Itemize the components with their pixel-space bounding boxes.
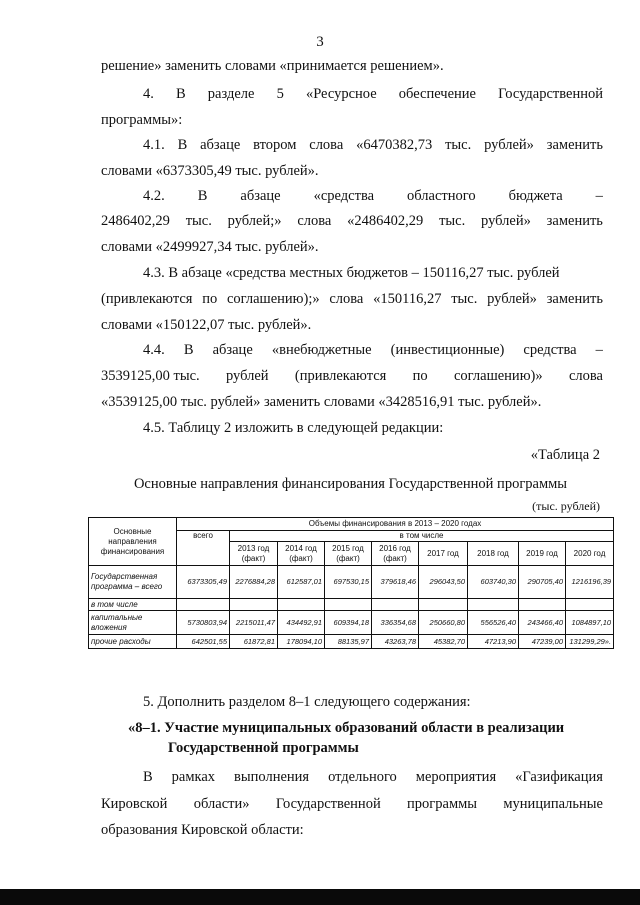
word: бюджета <box>508 188 563 204</box>
para-4-3-line-2 <box>101 290 603 308</box>
word: Государственной <box>498 86 603 102</box>
text-line: 5. Дополнить разделом 8–1 следующего содержания: <box>143 694 471 710</box>
word: выполнения <box>234 769 310 785</box>
section-heading-line-2: Государственной программы <box>168 740 359 756</box>
word: 5 <box>276 86 284 102</box>
para-4-line-1 <box>143 85 603 103</box>
header-year: 2018 год <box>468 542 519 566</box>
word: «6470382,73 <box>356 137 433 153</box>
word: рублей» <box>487 291 537 307</box>
text-line: 4.3. В абзаце «средства местных бюджетов – 150116,27 тыс. рублей <box>143 265 560 281</box>
word: абзаце <box>240 188 281 204</box>
cell-value: 2276884,28 <box>230 566 278 599</box>
last-para-line-2 <box>101 795 603 813</box>
cell-value: 379618,46 <box>372 566 419 599</box>
header-year: 2015 год (факт) <box>325 542 372 566</box>
word: абзаце <box>200 137 241 153</box>
cell-total: 6373305,49 <box>177 566 230 599</box>
word: средства <box>523 342 577 358</box>
header-year: 2013 год (факт) <box>230 542 278 566</box>
word: – <box>595 188 603 204</box>
cell-value: 556526,40 <box>468 611 519 635</box>
cell-value: 1216196,39 <box>566 566 614 599</box>
word: разделе <box>207 86 255 102</box>
word: втором <box>253 137 297 153</box>
word: тыс. <box>185 213 212 229</box>
table-row <box>89 599 614 611</box>
word: слова <box>309 137 344 153</box>
para-4-2-line-1 <box>143 187 603 205</box>
table-units: (тыс. рублей) <box>532 499 600 513</box>
word: слова <box>329 291 364 307</box>
cell-value: 697530,15 <box>325 566 372 599</box>
cell-value: 88135,97 <box>325 635 372 649</box>
cell-value: 609394,18 <box>325 611 372 635</box>
cell-value <box>278 599 325 611</box>
word: слова <box>568 368 603 384</box>
para-4-4-line-2 <box>101 367 603 385</box>
cell-value: 243466,40 <box>519 611 566 635</box>
cell-value: 47239,00 <box>519 635 566 649</box>
word: заменить <box>546 291 603 307</box>
table-row <box>89 635 614 649</box>
text-line: «3539125,00 тыс. рублей» заменить словами «3428516,91 тыс. рублей». <box>101 394 542 410</box>
scan-edge-bar <box>0 889 640 905</box>
cell-value: 131299,29». <box>566 635 614 649</box>
cell-value: 178094,10 <box>278 635 325 649</box>
cell-value <box>372 599 419 611</box>
header-year: 2014 год (факт) <box>278 542 325 566</box>
word: программы <box>407 796 478 812</box>
cell-value: 250660,80 <box>419 611 468 635</box>
word: 4.4. <box>143 342 165 358</box>
word: «Ресурсное <box>305 86 377 102</box>
last-para-line-1 <box>143 768 603 786</box>
word: – <box>595 342 603 358</box>
cell-value: 290705,40 <box>519 566 566 599</box>
word: В <box>177 137 188 153</box>
word: тыс. <box>445 137 472 153</box>
cell-value: 45382,70 <box>419 635 468 649</box>
word: обеспечение <box>398 86 476 102</box>
word: 4. <box>143 86 154 102</box>
section-heading-line-1: «8–1. Участие муниципальных образований области в реализации <box>128 720 565 736</box>
table-row <box>89 611 614 635</box>
cell-value: 336354,68 <box>372 611 419 635</box>
word: «средства <box>313 188 375 204</box>
text-line: словами «2499927,34 тыс. рублей». <box>101 239 319 255</box>
word: В <box>197 188 208 204</box>
word: Кировской <box>101 796 168 812</box>
word: «2486402,29 <box>347 213 424 229</box>
header-year: 2016 год (факт) <box>372 542 419 566</box>
text-line: 4.5. Таблицу 2 изложить в следующей редакции: <box>143 420 444 436</box>
word: В <box>176 86 186 102</box>
word: рублей» <box>484 137 534 153</box>
header-year: 2019 год <box>519 542 566 566</box>
table-number: «Таблица 2 <box>530 447 600 463</box>
header-total: всего <box>177 531 230 566</box>
cell-value <box>468 599 519 611</box>
word: области» <box>193 796 250 812</box>
word: заменить <box>546 213 603 229</box>
word: 4.2. <box>143 188 165 204</box>
word: тыс. <box>451 291 478 307</box>
cell-value: 296043,50 <box>419 566 468 599</box>
cell-value: 2215011,47 <box>230 611 278 635</box>
cell-value: 47213,90 <box>468 635 519 649</box>
cell-value: 61872,81 <box>230 635 278 649</box>
word: 3539125,00 тыс. <box>101 368 200 384</box>
header-year: 2017 год <box>419 542 468 566</box>
word: слова <box>297 213 332 229</box>
word: муниципальные <box>503 796 603 812</box>
word: рублей;» <box>227 213 282 229</box>
para-4-2-line-2 <box>101 212 603 230</box>
text-line: словами «6373305,49 тыс. рублей». <box>101 163 319 179</box>
header-main-directions: Основные направления финансирования <box>89 518 177 566</box>
cell-value: 612587,01 <box>278 566 325 599</box>
word: «внебюджетные <box>271 342 372 358</box>
cell-value <box>519 599 566 611</box>
cell-total: 5730803,94 <box>177 611 230 635</box>
cell-value: 43263,78 <box>372 635 419 649</box>
row-label: Государственная программа – всего <box>89 566 177 599</box>
word: рублей <box>225 368 269 384</box>
text-line: решение» заменить словами «принимается решением». <box>101 58 444 74</box>
para-4-1-line-1 <box>143 136 603 154</box>
page-number: 3 <box>316 34 324 50</box>
row-label: прочие расходы <box>89 635 177 649</box>
word: по <box>202 291 218 307</box>
header-including: в том числе <box>230 531 614 542</box>
word: рублей» <box>481 213 531 229</box>
word: рамках <box>171 769 216 785</box>
text-line: образования Кировской области: <box>101 822 304 838</box>
cell-value <box>566 599 614 611</box>
para-4-4-line-1 <box>143 341 603 359</box>
row-label: капитальные вложения <box>89 611 177 635</box>
word: отдельного <box>328 769 397 785</box>
text-line: словами «150122,07 тыс. рублей». <box>101 317 312 333</box>
word: абзаце <box>212 342 253 358</box>
cell-value <box>419 599 468 611</box>
word: (привлекаются <box>101 291 193 307</box>
cell-value <box>325 599 372 611</box>
cell-value <box>230 599 278 611</box>
word: В <box>143 769 153 785</box>
word: В <box>183 342 194 358</box>
cell-value: 434492,91 <box>278 611 325 635</box>
word: (привлекаются <box>294 368 387 384</box>
table-row <box>89 566 614 599</box>
word: по <box>412 368 428 384</box>
word: 2486402,29 <box>101 213 170 229</box>
word: «150116,27 <box>373 291 442 307</box>
word: (инвестиционные) <box>390 342 505 358</box>
header-volumes: Объемы финансирования в 2013 – 2020 годах <box>177 518 614 531</box>
financing-table <box>88 517 614 649</box>
word: областного <box>407 188 476 204</box>
cell-total: 642501,55 <box>177 635 230 649</box>
cell-total <box>177 599 230 611</box>
word: тыс. <box>439 213 466 229</box>
table-title: Основные направления финансирования Государственной программы <box>133 476 568 492</box>
word: соглашению)» <box>454 368 543 384</box>
row-label: в том числе <box>89 599 177 611</box>
cell-value: 1084897,10 <box>566 611 614 635</box>
word: Государственной <box>275 796 381 812</box>
word: заменить <box>546 137 603 153</box>
word: мероприятия <box>415 769 497 785</box>
text-line: программы»: <box>101 112 183 128</box>
word: 4.1. <box>143 137 165 153</box>
cell-value: 603740,30 <box>468 566 519 599</box>
word: «Газификация <box>515 769 603 785</box>
word: соглашению);» <box>226 291 320 307</box>
header-year: 2020 год <box>566 542 614 566</box>
